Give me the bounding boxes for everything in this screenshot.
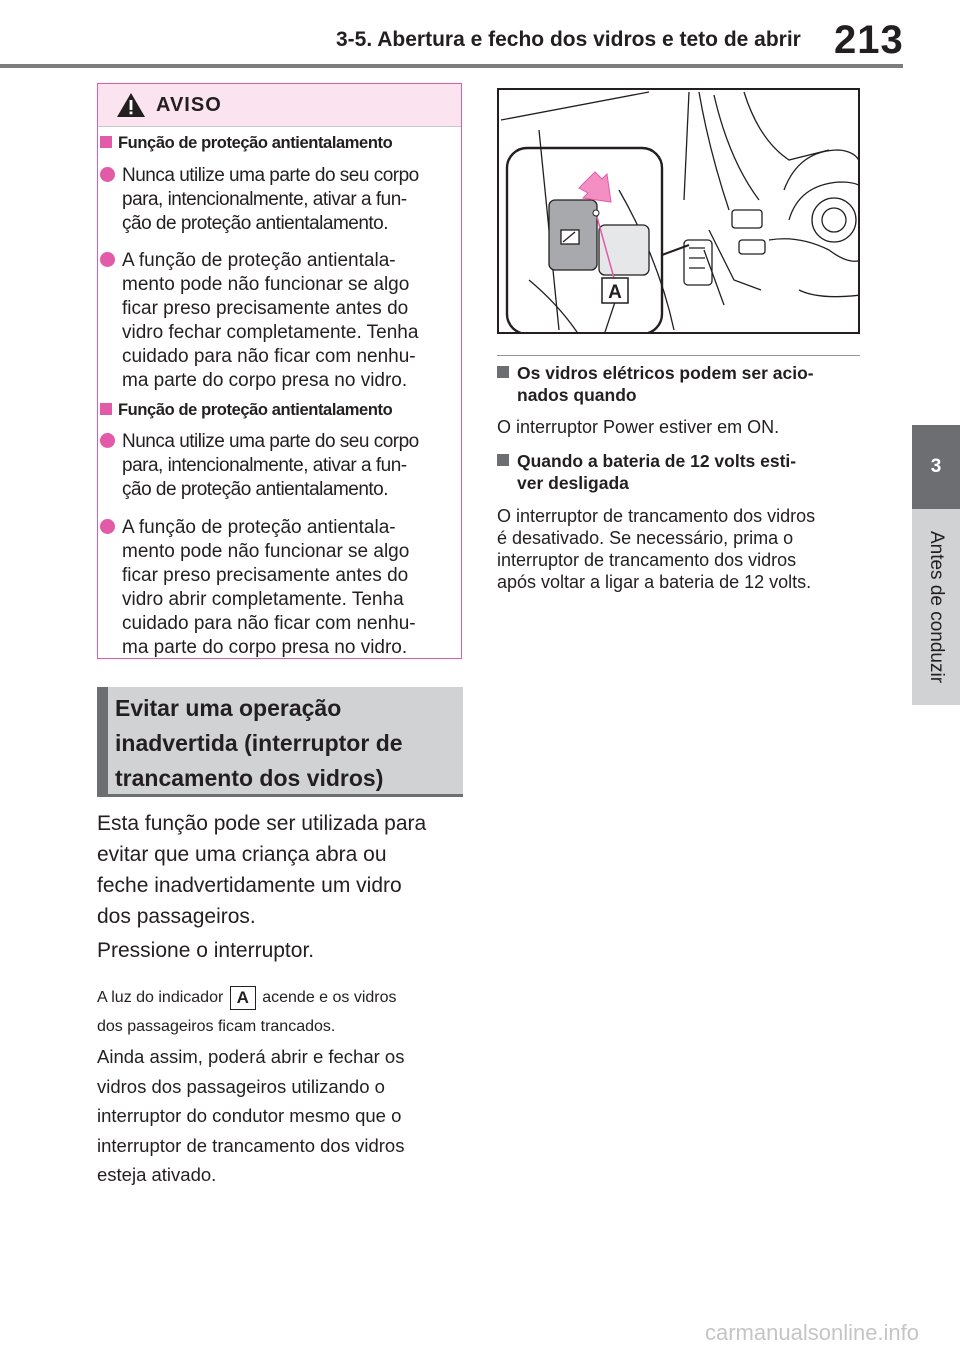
warning-bullet: A função de proteção antientala- mento pode não funcionar se algo ficar preso precisamente antes do vidro fechar completamente. Tenha cuidado para não ficar com nenhu- ma parte do corpo presa no vidro. — [100, 249, 450, 393]
warning-bullet: Nunca utilize uma parte do seu corpo para, intencionalmente, ativar a fun- ção de proteção antientalamento. — [100, 164, 450, 236]
square-bullet-icon — [100, 403, 112, 415]
square-bullet-icon — [497, 454, 509, 466]
square-bullet-icon — [100, 136, 112, 148]
window-lock-switch-illustration — [497, 88, 860, 334]
right-subheading: Quando a bateria de 12 volts esti- ver desligada — [497, 450, 867, 494]
right-paragraph: O interruptor Power estiver em ON. — [497, 417, 780, 437]
callout-label-a: A — [230, 986, 256, 1010]
right-paragraph: O interruptor de trancamento dos vidros é desativado. Se necessário, prima o interruptor de trancamento dos vidros após voltar a ligar a bateria de 12 volts. — [497, 506, 816, 592]
round-bullet-icon — [100, 519, 115, 534]
warning-bullet: A função de proteção antientala- mento pode não funcionar se algo ficar preso precisamente antes do vidro abrir completamente. Tenha cuidado para não ficar com nenhu- ma parte do corpo presa no vidro. — [100, 516, 450, 660]
instruction-text: Pressione o interruptor. — [97, 939, 315, 962]
warning-subheading: Função de proteção antientalamento — [100, 401, 392, 420]
chapter-tab[interactable] — [912, 425, 960, 509]
warning-title: AVISO — [156, 93, 222, 116]
warning-triangle-icon — [116, 92, 146, 118]
section-accent-bar — [97, 687, 108, 794]
body-paragraph: Esta função pode ser utilizada para evitar que uma criança abra ou feche inadvertidamente um vidro dos passageiros. — [97, 812, 427, 928]
door-panel-drawing — [499, 90, 860, 334]
section-title: Evitar uma operação inadvertida (interruptor de trancamento dos vidros) — [115, 695, 403, 791]
warning-bullet: Nunca utilize uma parte do seu corpo para, intencionalmente, ativar a fun- ção de proteção antientalamento. — [100, 430, 450, 502]
indicator-note: A luz do indicador A acende e os vidros dos passageiros ficam trancados. — [97, 987, 397, 1035]
round-bullet-icon — [100, 433, 115, 448]
right-subheading: Os vidros elétricos podem ser acio- nados quando — [497, 362, 867, 406]
round-bullet-icon — [100, 252, 115, 267]
body-paragraph: Ainda assim, poderá abrir e fechar os vidros dos passageiros utilizando o interruptor do condutor mesmo que o interruptor de trancamento dos vidros esteja ativado. — [97, 1046, 405, 1185]
warning-header — [98, 84, 461, 127]
chapter-section-title: 3-5. Abertura e fecho dos vidros e teto de abrir — [336, 28, 801, 51]
section-heading-box — [97, 687, 463, 797]
header-divider — [0, 64, 903, 68]
chapter-label: Antes de conduzir — [926, 530, 947, 684]
round-bullet-icon — [100, 167, 115, 182]
warning-box — [97, 83, 462, 659]
chapter-number: 3 — [930, 456, 942, 477]
watermark: carmanualsonline.info — [705, 1320, 920, 1345]
right-column-divider — [497, 355, 860, 356]
square-bullet-icon — [497, 366, 509, 378]
warning-subheading: Função de proteção antientalamento — [100, 134, 392, 153]
page-number: 213 — [834, 18, 904, 62]
figure-callout-a: A — [608, 282, 622, 303]
